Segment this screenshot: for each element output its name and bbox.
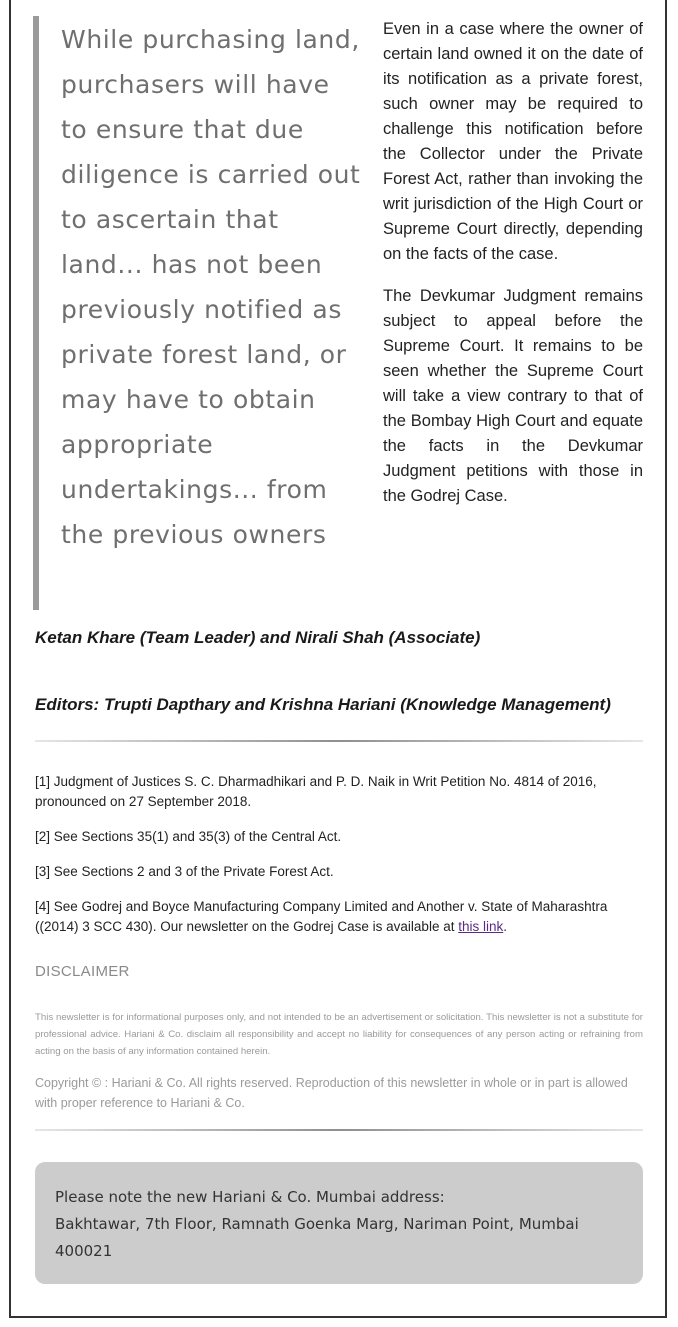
address-intro: Please note the new Hariani & Co. Mumbai address: (55, 1188, 445, 1206)
editors-credit: Editors: Trupti Dapthary and Krishna Hariani (Knowledge Management) (35, 695, 611, 714)
section-divider (35, 740, 643, 742)
godrej-newsletter-link[interactable]: this link (458, 919, 504, 934)
disclaimer-title: DISCLAIMER (35, 963, 130, 980)
footnote-end: . (503, 919, 507, 934)
disclaimer-body: This newsletter is for informational purposes only, and not intended to be an advertisement or solicitation. This newsletter is not a substitute for professional advice. Hariani & Co. disclaim all responsibility and accept no liability for consequences of any person acting or refraining from acting on the basis of any information contained herein. (35, 1012, 643, 1057)
pull-quote-bar (33, 16, 39, 610)
footnote: [3] See Sections 2 and 3 of the Private Forest Act. (35, 864, 334, 879)
footnote (35, 897, 643, 937)
address-notice (35, 1162, 643, 1284)
footnote-text: [4] See Godrej and Boyce Manufacturing Company Limited and Another v. State of Maharashtra ((2014) 3 SCC 430). Our newsletter on the Godrej Case is available at (35, 899, 608, 934)
pull-quote: While purchasing land, purchasers will have to ensure that due diligence is carried out to ascertain that land... has not been previously notified as private forest land, or may have to obtain appropriate undertakings... from the previous owners (61, 25, 361, 549)
footnotes (35, 772, 643, 952)
footnote: [1] Judgment of Justices S. C. Dharmadhikari and P. D. Naik in Writ Petition No. 4814 of 2016, pronounced on 27 September 2018. (35, 774, 597, 809)
body-paragraph: Even in a case where the owner of certain land owned it on the date of its notification as a private forest, such owner may be required to challenge this notification before the Collector under the Private Forest Act, rather than invoking the writ jurisdiction of the High Court or Supreme Court directly, depending on the facts of the case. (383, 20, 643, 263)
body-column (383, 17, 643, 526)
footnote: [2] See Sections 35(1) and 35(3) of the Central Act. (35, 829, 342, 844)
body-paragraph: The Devkumar Judgment remains subject to appeal before the Supreme Court. It remains to be seen whether the Supreme Court will take a view contrary to that of the Bombay High Court and equate the facts in the Devkumar Judgment petitions with those in the Godrej Case. (383, 287, 643, 505)
address-line: Bakhtawar, 7th Floor, Ramnath Goenka Marg, Nariman Point, Mumbai 400021 (55, 1215, 579, 1260)
copyright-notice: Copyright © : Hariani & Co. All rights reserved. Reproduction of this newsletter in whole or in part is allowed with proper reference to Hariani & Co. (35, 1076, 628, 1110)
authors-credit: Ketan Khare (Team Leader) and Nirali Shah (Associate) (35, 628, 481, 647)
footer-divider (35, 1129, 643, 1131)
